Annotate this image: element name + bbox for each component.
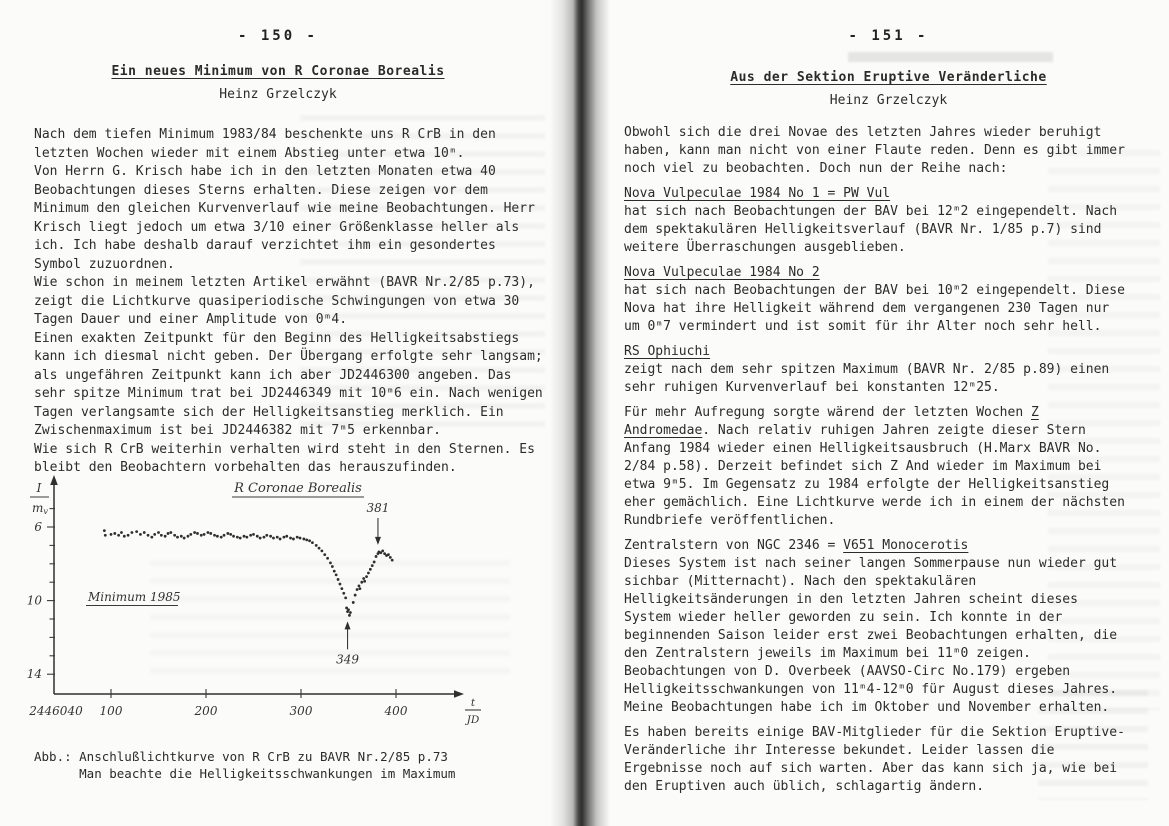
section-pw-vul bbox=[624, 185, 1126, 257]
paragraph: Wie sich R CrB weiterhin verhalten wird steht in den Sternen. Es bleibt den Beobachtern vorbehalten das herauszufinden. bbox=[34, 441, 535, 475]
svg-text:Minimum 1985: Minimum 1985 bbox=[88, 590, 181, 604]
section-heading: RS Ophiuchi bbox=[624, 344, 711, 359]
section-intro bbox=[624, 124, 1126, 178]
light-curve-chart bbox=[26, 472, 531, 742]
paragraph: Wie schon in meinem letzten Artikel erwähnt (BAVR Nr.2/85 p.73), zeigt die Lichtkurve quasiperiodische Schwingungen von etwa 30 Tagen Dauer und einer Amplitude von 0ᵐ4. bbox=[34, 275, 535, 327]
page-150 bbox=[0, 0, 556, 826]
section-heading: Nova Vulpeculae 1984 No 2 bbox=[624, 265, 820, 280]
svg-text:200: 200 bbox=[194, 704, 218, 718]
section-nova-vul-2 bbox=[624, 264, 1126, 336]
section-v651-mon bbox=[624, 537, 1126, 717]
paragraph: Von Herrn G. Krisch habe ich in den letzten Monaten etwa 40 Beobachtungen dieses Sterns erhalten. Diese zeigen vor dem Minimum den gleichen Kurvenverlauf wie meine Beobachtungen. Herr Krisch liegt jedoch um etwa 3/10 einer Größenklasse heller als ich. Ich habe deshalb darauf verzichtet ihm ein gesondertes Symbol zuzuordnen. bbox=[34, 164, 535, 272]
article-title-right: Aus der Sektion Eruptive Veränderliche bbox=[730, 70, 1047, 85]
inline-underlined-star-name: V651 Monocerotis bbox=[843, 538, 969, 553]
paragraph: Nach dem tiefen Minimum 1983/84 beschenkte uns R CrB in den letzten Wochen wieder mit einem Abstieg unter etwa 10ᵐ. bbox=[34, 127, 496, 161]
svg-text:JD: JD bbox=[466, 714, 480, 726]
bleed-through-artifact bbox=[848, 52, 1053, 62]
article-author-right: Heinz Grzelczyk bbox=[829, 93, 948, 108]
article-body-left bbox=[34, 126, 546, 478]
svg-text:6: 6 bbox=[34, 520, 42, 534]
page-number-left: - 150 - bbox=[237, 28, 318, 44]
inline-underlined-star-name: Z Andromedae bbox=[624, 405, 1039, 438]
svg-text:R Coronae Borealis: R Coronae Borealis bbox=[234, 481, 362, 496]
section-heading: Zentralstern von NGC 2346 = V651 Monocerotis bbox=[624, 538, 969, 553]
svg-text:2446040: 2446040 bbox=[29, 704, 83, 718]
svg-text:14: 14 bbox=[26, 667, 42, 682]
paragraph: zeigt nach dem sehr spitzen Maximum (BAVR Nr. 2/85 p.89) einen sehr ruhigen Kurvenverlauf bei konstanten 12ᵐ25. bbox=[624, 362, 1110, 395]
svg-text:100: 100 bbox=[99, 704, 123, 718]
page-151 bbox=[608, 0, 1169, 826]
paragraph: Einen exakten Zeitpunkt für den Beginn des Helligkeitsabstiegs kann ich diesmal nicht geben. Der Übergang erfolgte sehr langsam; als ungefähren Zeitpunkt kann ich aber JD2446300 angeben. Das sehr spitze Minimum trat bei JD2446349 mit 10ᵐ6 ein. Nach wenigen Tagen verlangsamte sich der Helligkeitsanstieg merklich. Ein Zwischenmaximum ist bei JD2446382 mit 7ᵐ5 erkennbar. bbox=[34, 330, 543, 438]
svg-text:349: 349 bbox=[336, 652, 360, 667]
figure-caption-line2: Man beachte die Helligkeitsschwankungen im Maximum bbox=[79, 766, 456, 781]
paragraph: hat sich nach Beobachtungen der BAV bei 10ᵐ2 eingependelt. Diese Nova hat ihre Helligkeit während dem vergangenen 230 Tagen nur um 0ᵐ7 vermindert und ist somit für ihr Alter noch sehr hell. bbox=[624, 283, 1125, 334]
paragraph: Für mehr Aufregung sorgte wärend der letzten Wochen Z Andromedae. Nach relativ ruhigen Jahren zeigte dieser Stern Anfang 1984 wieder einen Helligkeitsausbruch (H.Marx BAVR No. 2/84 p.58). Derzeit befindet sich Z And wieder im Maximum bei etwa 9ᵐ5. Im Gegensatz zu 1984 erfolgte der Helligkeitsanstieg eher gemächlich. Eine Lichtkurve werde ich in einem der nächsten Rundbriefe veröffentlichen. bbox=[624, 405, 1125, 528]
svg-text:I: I bbox=[36, 481, 42, 495]
article-author-left: Heinz Grzelczyk bbox=[219, 87, 337, 102]
svg-text:300: 300 bbox=[289, 704, 313, 718]
section-closing bbox=[624, 724, 1126, 796]
svg-text:t: t bbox=[470, 697, 476, 709]
article-header-right bbox=[608, 70, 1169, 108]
svg-text:400: 400 bbox=[384, 704, 408, 718]
figure-caption-line1: Abb.: Anschlußlichtkurve von R CrB zu BAVR Nr.2/85 p.73 bbox=[34, 749, 448, 764]
article-body-right bbox=[624, 124, 1126, 796]
svg-text:381: 381 bbox=[366, 501, 390, 515]
paragraph: hat sich nach Beobachtungen der BAV bei 12ᵐ2 eingependelt. Nach dem spektakulären Helligkeitsverlauf (BAVR Nr. 1/85 p.7) sind weitere Überraschungen ausgeblieben. bbox=[624, 204, 1118, 255]
paragraph: Es haben bereits einige BAV-Mitglieder für die Sektion Eruptive-Veränderliche ihr Interesse bekundet. Leider lassen die Ergebnisse noch auf sich warten. Aber das kann sich ja, wie bei den Eruptiven auch üblich, schlagartig ändern. bbox=[624, 725, 1125, 794]
svg-text:mv: mv bbox=[32, 501, 48, 516]
paragraph: Obwohl sich die drei Novae des letzten Jahres wieder beruhigt haben, kann man nicht von einer Flaute reden. Denn es gibt immer noch viel zu beobachten. Doch nun der Reihe nach: bbox=[624, 125, 1125, 176]
article-header-left bbox=[0, 64, 556, 102]
section-heading: Nova Vulpeculae 1984 No 1 = PW Vul bbox=[624, 186, 891, 201]
section-rs-oph bbox=[624, 343, 1126, 397]
figure-caption bbox=[34, 748, 455, 782]
section-z-and bbox=[624, 404, 1126, 530]
svg-text:10: 10 bbox=[26, 593, 42, 608]
paragraph: Dieses System ist nach seiner langen Sommerpause nun wieder gut sichbar (Mitternacht). Nach den spektakulären Helligkeitsänderungen in den letzten Jahren scheint dieses System wieder heller geworden zu sein. Ich konnte in der beginnenden Saison leider erst zwei Beobachtungen erhalten, die den Zentralstern jeweils im Maximum bei 11ᵐ0 zeigen. Beobachtungen von D. Overbeek (AAVSO-Circ No.179) ergeben Helligkeitsschwankungen von 11ᵐ4-12ᵐ0 für August dieses Jahres. Meine Beobachtungen habe ich im Oktober und November erhalten. bbox=[624, 556, 1118, 715]
book-binding-gutter bbox=[550, 0, 610, 826]
page-number-right: - 151 - bbox=[848, 28, 929, 44]
article-title-left: Ein neues Minimum von R Coronae Borealis bbox=[111, 64, 445, 79]
